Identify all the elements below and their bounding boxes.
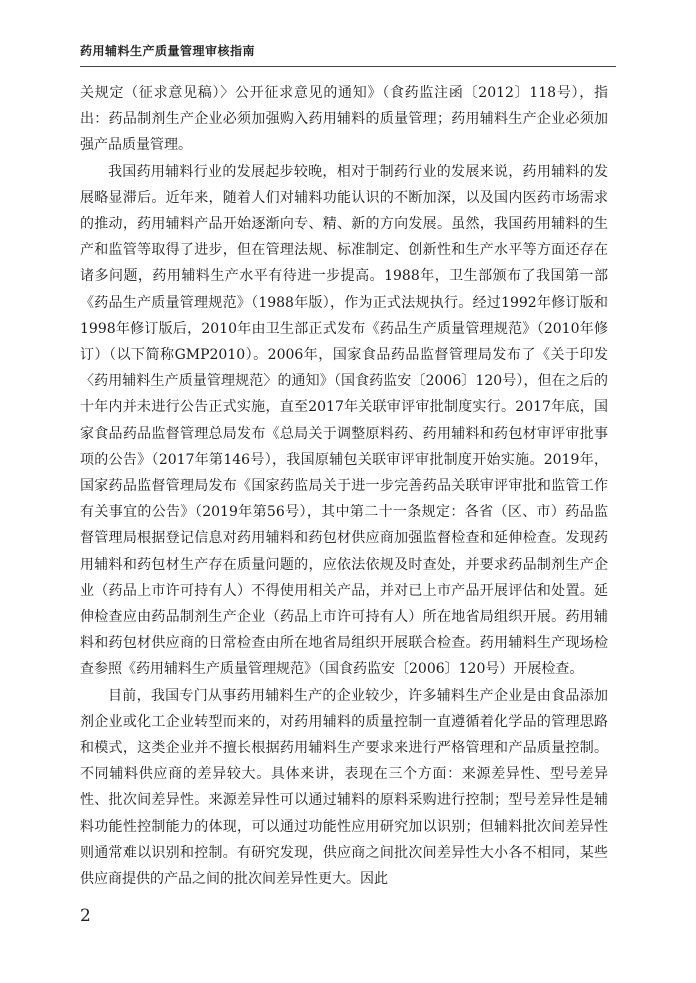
header-divider — [80, 66, 616, 67]
running-header-title: 药用辅料生产质量管理审核指南 — [80, 44, 256, 58]
body-text — [80, 80, 608, 892]
paragraph-continuation: 关规定（征求意见稿）〉公开征求意见的通知》（食药监注函〔2012〕118号），指出：药品制剂生产企业必须加强购入药用辅料的质量管理；药用辅料生产企业必须加强产品质量管理。 — [80, 85, 608, 154]
paragraph-current-status: 目前，我国专门从事药用辅料生产的企业较少，许多辅料生产企业是由食品添加剂企业或化工企业转型而来的，对药用辅料的质量控制一直遵循着化学品的管理思路和模式，这类企业并不擅长根据药用辅料生产要求来进行严格管理和产品质量控制。不同辅料供应商的差异较大。具体来讲，表现在三个方面：来源差异性、型号差异性、批次间差异性。来源差异性可以通过辅料的原料采购进行控制；型号差异性是辅料功能性控制能力的体现，可以通过功能性应用研究加以识别；但辅料批次间差异性则通常难以识别和控制。有研究发现，供应商之间批次间差异性大小各不相同，某些供应商提供的产品之间的批次间差异性更大。因此 — [80, 687, 608, 888]
paragraph-history: 我国药用辅料行业的发展起步较晚，相对于制药行业的发展来说，药用辅料的发展略显滞后。近年来，随着人们对辅料功能认识的不断加深，以及国内医药市场需求的推动，药用辅料产品开始逐渐向专、精、新的方向发展。虽然，我国药用辅料的生产和监管等取得了进步，但在管理法规、标准制定、创新性和生产水平等方面还存在诸多问题，药用辅料生产水平有待进一步提高。1988年，卫生部颁布了我国第一部《药品生产质量管理规范》（1988年版），作为正式法规执行。经过1992年修订版和1998年修订版后，2010年由卫生部正式发布《药品生产质量管理规范》（2010年修订）（以下简称GMP2010）。2006年，国家食品药品监督管理局发布了《关于印发〈药用辅料生产质量管理规范〉的通知》（国食药监安〔2006〕120号），但在之后的十年内并未进行公告正式实施，直至2017年关联审评审批制度实行。2017年底，国家食品药品监督管理总局发布《总局关于调整原料药、药用辅料和药包材审评审批事项的公告》（2017年第146号），我国原辅包关联审评审批制度开始实施。2019年，国家药品监督管理局发布《国家药监局关于进一步完善药品关联审评审批和监管工作有关事宜的公告》（2019年第56号），其中第二十一条规定：各省（区、市）药品监督管理局根据登记信息对药用辅料和药包材供应商加强监督检查和延伸检查。发现药用辅料和药包材生产存在质量问题的，应依法依规及时查处，并要求药品制剂生产企业（药品上市许可持有人）不得使用相关产品，并对已上市产品开展评估和处置。延伸检查应由药品制剂生产企业（药品上市许可持有人）所在地省局组织开展。药用辅料和药包材供应商的日常检查由所在地省局组织开展联合检查。药用辅料生产现场检查参照《药用辅料生产质量管理规范》（国食药监安〔2006〕120号）开展检查。 — [80, 163, 608, 678]
page-number: 2 — [80, 906, 91, 926]
